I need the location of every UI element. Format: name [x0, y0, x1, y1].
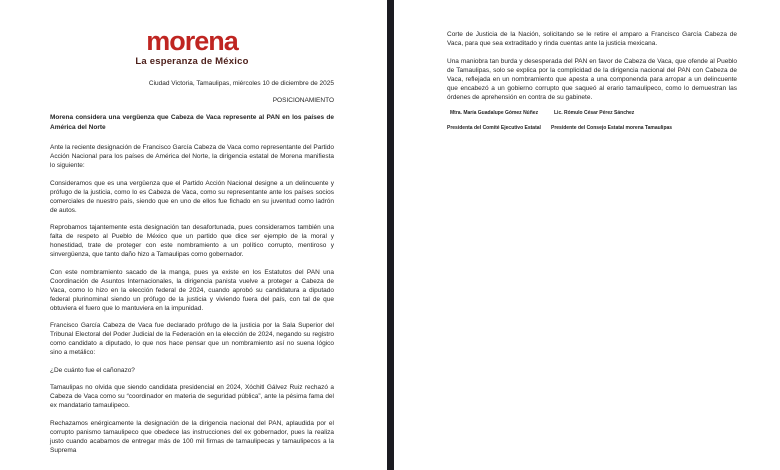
morena-logo-wordmark: morena	[146, 26, 238, 56]
headline: Morena considera una vergüenza que Cabeza de Vaca represente al PAN en los países de América del Norte	[50, 114, 334, 131]
body-paragraph: Rechazamos enérgicamente la designación de la dirigencia nacional del PAN, aplaudida por el corrupto panismo tamaulipeco que obedece las instrucciones del ex gobernador, pues la realiza justo cuando acabamos de entregar más de 100 mil firmas de tamaulipecas y tamaulipecos a la Suprema	[50, 419, 334, 454]
signature-block	[447, 110, 737, 131]
page-2	[394, 0, 780, 470]
body-paragraph-question: ¿De cuánto fue el cañonazo?	[50, 366, 135, 374]
body-paragraph: Tamaulipas no olvida que siendo candidata presidencial en 2024, Xóchitl Gálvez Ruiz rechazó a Cabeza de Vaca como su “coordinador en materia de seguridad pública”, ante la pésima fama del ex mandatario tamaulipeco.	[50, 384, 334, 409]
dateline: Ciudad Victoria, Tamaulipas, miércoles 10 de diciembre de 2025	[148, 80, 334, 87]
body-paragraph: Consideramos que es una vergüenza que el Partido Acción Nacional designe a un delincuente y prófugo de la justicia, como lo es Cabeza de Vaca, como su representante ante los países socios comerciales de nuestro país, siendo que en uno de ellos fue fichado en su juventud como ladrón de autos.	[50, 179, 334, 214]
signature-title: Presidenta del Comité Ejecutivo Estatal	[447, 125, 541, 131]
morena-logo-tagline: La esperanza de México	[135, 56, 249, 67]
signature-name: Mtra. María Guadalupe Gómez Núñez	[450, 110, 539, 116]
document-kicker: POSICIONAMIENTO	[272, 97, 334, 104]
body-paragraph: Reprobamos tajantemente esta designación tan desafortunada, pues consideramos también una falta de respeto al Pueblo de México que un partido que dice ser ejemplo de la moral y honestidad, trate de proteger con este nombramiento a un político corrupto, mentiroso y sinvergüenza, que tanto daño hizo a Tamaulipas como gobernador.	[50, 224, 334, 258]
signature-title: Presidente del Consejo Estatal morena Tamaulipas	[551, 125, 673, 131]
signature-name: Lic. Rómulo César Pérez Sánchez	[554, 110, 635, 116]
page-divider	[387, 0, 394, 470]
page-1	[0, 0, 387, 470]
signature-right	[551, 110, 737, 131]
body-paragraph: Ante la reciente designación de Francisco García Cabeza de Vaca como representante del Partido Acción Nacional para los países de América del Norte, la dirigencia estatal de Morena manifiesta lo siguiente:	[50, 144, 334, 169]
morena-logo	[50, 28, 334, 67]
body-paragraph: Con este nombramiento sacado de la manga, pues ya existe en los Estatutos del PAN una Coordinación de Asuntos Internacionales, la dirigencia panista vuelve a proteger a Cabeza de Vaca, como lo hizo en la elección federal de 2024, cuando aprobó su candidatura a diputado federal plurinominal siendo un prófugo de la justicia y viviendo fuera del país, con tal de que obtuviera el fuero que lo mantuviera en la impunidad.	[50, 268, 334, 312]
body-paragraph: Francisco García Cabeza de Vaca fue declarado prófugo de la justicia por la Sala Superior del Tribunal Electoral del Poder Judicial de la Federación en la elección de 2024, negando su registro como candidato a diputado, lo que nos hace pensar que un nombramiento así no suena lógico sino a metálico:	[50, 322, 334, 356]
signature-left	[447, 110, 548, 131]
body-paragraph: Una maniobra tan burda y desesperada del PAN en favor de Cabeza de Vaca, que ofende al Pueblo de Tamaulipas, solo se explica por la complicidad de la dirigencia nacional del PAN con Cabeza de Vaca, reflejada en un nombramiento que apesta a una componenda para arropar a un delincuente que encabezó a un gobierno corrupto que saqueó al erario tamaulipeco, como lo demuestran las órdenes de aprehensión en contra de su gabinete.	[447, 57, 737, 101]
body-paragraph: Corte de Justicia de la Nación, solicitando se le retire el amparo a Francisco García Cabeza de Vaca, para que sea extraditado y rinda cuentas ante la justicia mexicana.	[447, 31, 737, 47]
